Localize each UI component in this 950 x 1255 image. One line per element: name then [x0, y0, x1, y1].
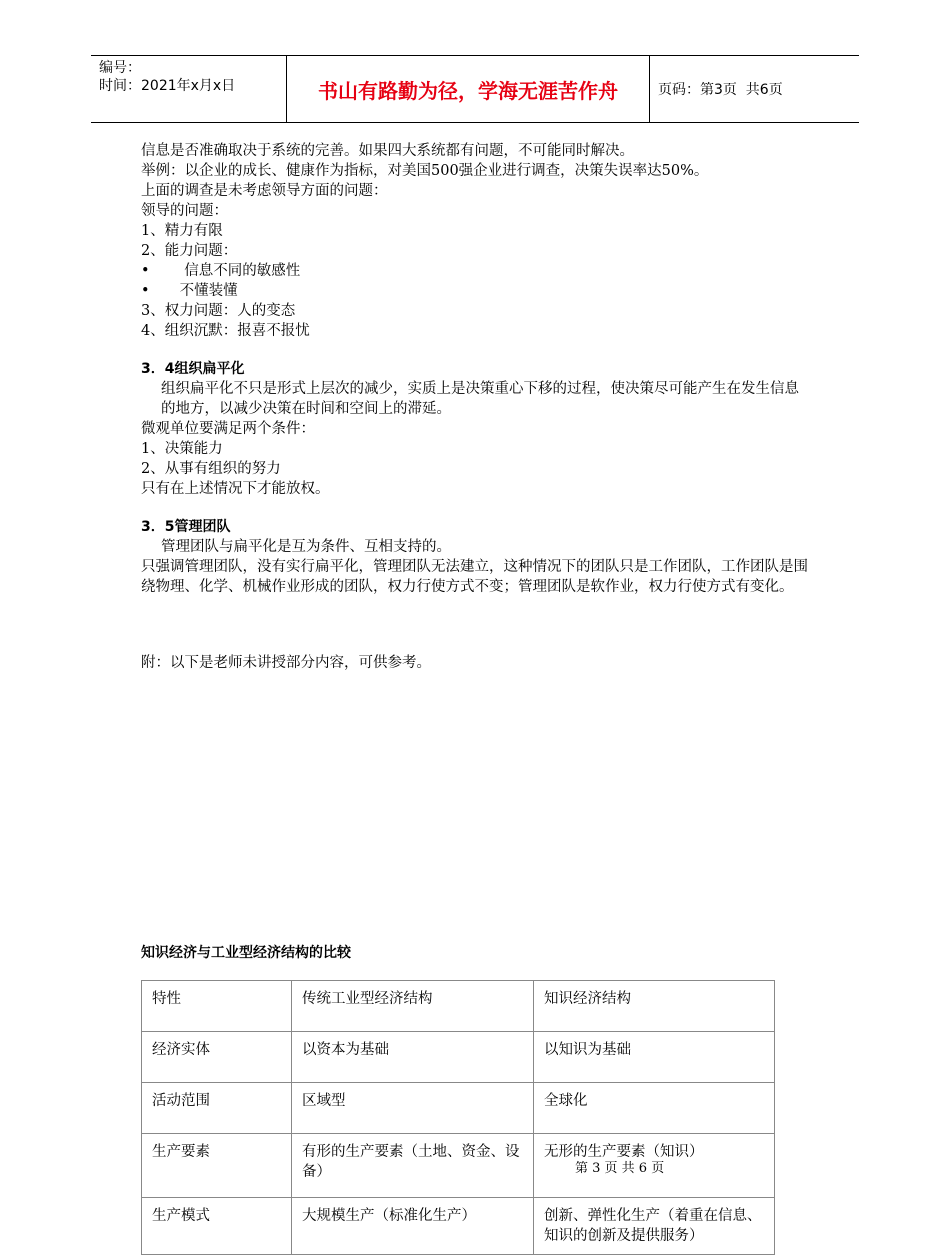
table-cell: 生产要素 [142, 1134, 292, 1198]
bullet-item [141, 261, 811, 281]
table-cell: 以资本为基础 [292, 1032, 534, 1083]
reference-note: 附：以下是老师未讲授部分内容，可供参考。 [141, 655, 431, 671]
table-cell: 生产模式 [142, 1198, 292, 1255]
section-heading: 3．5管理团队 [141, 519, 231, 535]
page-info-text: 页码：第3页 共6页 [658, 82, 783, 98]
table-title: 知识经济与工业型经济结构的比较 [141, 945, 351, 961]
comparison-table [141, 980, 775, 1255]
table-cell: 活动范围 [142, 1083, 292, 1134]
bullet-item [141, 281, 811, 301]
section-paragraph: 管理团队与扁平化是互为条件、互相支持的。 [161, 539, 451, 555]
page-header [91, 55, 859, 123]
page-footer: 第 3 页 共 6 页 [575, 1161, 665, 1176]
document-number-label: 编号： [99, 60, 141, 76]
bullet-mark: • [141, 283, 150, 299]
table-cell: 特性 [142, 981, 292, 1032]
paragraph-line: 1、决策能力 [141, 441, 223, 457]
table-cell: 知识经济结构 [534, 981, 775, 1032]
paragraph-line: 1、精力有限 [141, 223, 223, 239]
table-header-row [142, 981, 775, 1032]
table-row [142, 1134, 775, 1198]
table-row [142, 1032, 775, 1083]
section-paragraph: 只强调管理团队，没有实行扁平化，管理团队无法建立，这种情况下的团队只是工作团队，工作团队是围绕物理、化学、机械作业形成的团队，权力行使方式不变；管理团队是软作业，权力行使方式有变化。 [141, 559, 808, 595]
paragraph-line: 上面的调查是未考虑领导方面的问题： [141, 183, 388, 199]
header-page-info [650, 56, 859, 122]
paragraph-line: 领导的问题： [141, 203, 228, 219]
header-meta [91, 56, 286, 122]
paragraph-line: 2、能力问题： [141, 243, 238, 259]
paragraph-line: 3、权力问题：人的变态 [141, 303, 296, 319]
table-cell: 无形的生产要素（知识） [534, 1134, 775, 1198]
paragraph-line: 只有在上述情况下才能放权。 [141, 481, 330, 497]
document-time-label: 时间：2021年x月x日 [99, 78, 236, 94]
table-cell: 大规模生产（标准化生产） [292, 1198, 534, 1255]
section-paragraph: 组织扁平化不只是形式上层次的减少，实质上是决策重心下移的过程，使决策尽可能产生在发生信息的地方，以减少决策在时间和空间上的滞延。 [161, 381, 799, 417]
table-cell: 全球化 [534, 1083, 775, 1134]
section-heading: 3．4组织扁平化 [141, 361, 245, 377]
table-cell: 以知识为基础 [534, 1032, 775, 1083]
document-body [141, 141, 811, 673]
paragraph-line: 2、从事有组织的努力 [141, 461, 281, 477]
paragraph-line: 举例：以企业的成长、健康作为指标，对美国500强企业进行调查，决策失误率达50%。 [141, 163, 709, 179]
table-cell: 创新、弹性化生产（着重在信息、知识的创新及提供服务） [534, 1198, 775, 1255]
paragraph-line: 信息是否准确取决于系统的完善。如果四大系统都有问题，不可能同时解决。 [141, 143, 634, 159]
table-row [142, 1198, 775, 1255]
bullet-text: 不懂装懂 [175, 283, 238, 299]
header-motto: 书山有路勤为径，学海无涯苦作舟 [286, 56, 650, 122]
table-cell: 经济实体 [142, 1032, 292, 1083]
paragraph-line: 4、组织沉默：报喜不报忧 [141, 323, 310, 339]
bullet-text: 信息不同的敏感性 [175, 263, 301, 279]
bullet-mark: • [141, 263, 150, 279]
table-cell: 有形的生产要素（土地、资金、设备） [292, 1134, 534, 1198]
table-cell: 区域型 [292, 1083, 534, 1134]
table-cell: 传统工业型经济结构 [292, 981, 534, 1032]
paragraph-line: 微观单位要满足两个条件： [141, 421, 315, 437]
table-row [142, 1083, 775, 1134]
